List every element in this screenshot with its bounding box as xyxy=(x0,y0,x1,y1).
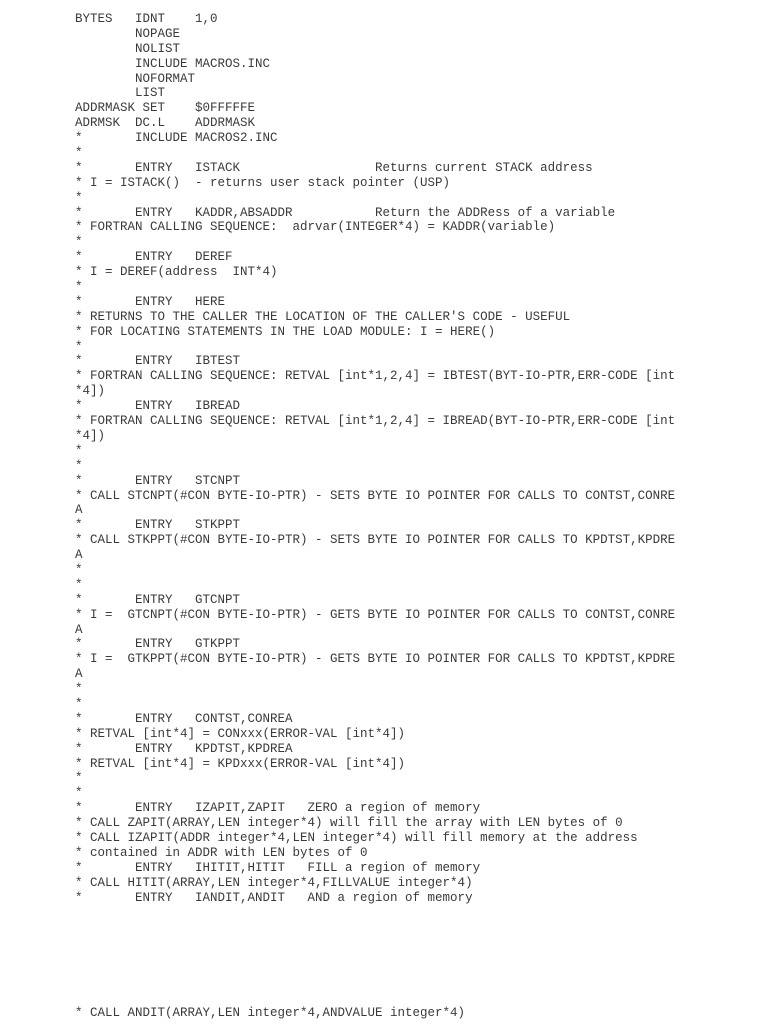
listing-line: A xyxy=(75,622,83,637)
listing-line: NOFORMAT xyxy=(75,71,196,86)
trailing-comment-line: * CALL ANDIT(ARRAY,LEN integer*4,ANDVALUE integer*4) xyxy=(75,1006,466,1020)
listing-line: * RETVAL [int*4] = KPDxxx(ERROR-VAL [int*4]) xyxy=(75,756,406,771)
listing-line: * ENTRY IBREAD xyxy=(75,399,241,414)
listing-line: *4]) xyxy=(75,384,106,399)
listing-line: * ENTRY GTCNPT xyxy=(75,592,241,607)
listing-line: * contained in ADDR with LEN bytes of 0 xyxy=(75,845,368,860)
listing-line: BYTES IDNT 1,0 xyxy=(75,12,218,26)
listing-line: * xyxy=(75,280,83,295)
listing-line: * xyxy=(75,682,83,697)
listing-line: * CALL ZAPIT(ARRAY,LEN integer*4) will fill the array with LEN bytes of 0 xyxy=(75,816,623,831)
listing-line: ADDRMASK SET $0FFFFFE xyxy=(75,101,256,116)
listing-line: * xyxy=(75,786,83,801)
listing-line: * ENTRY GTKPPT xyxy=(75,637,241,652)
listing-line: * ENTRY HERE xyxy=(75,294,226,309)
source-listing xyxy=(75,12,755,905)
listing-line: * I = GTKPPT(#CON BYTE-IO-PTR) - GETS BYTE IO POINTER FOR CALLS TO KPDTST,KPDRE xyxy=(75,652,676,667)
listing-line: * ENTRY DEREF xyxy=(75,250,233,265)
listing-line: * ENTRY KADDR,ABSADDR Return the ADDRess of a variable xyxy=(75,205,616,220)
listing-line: * I = GTCNPT(#CON BYTE-IO-PTR) - GETS BYTE IO POINTER FOR CALLS TO CONTST,CONRE xyxy=(75,607,676,622)
listing-line: LIST xyxy=(75,86,166,101)
listing-line: * xyxy=(75,458,83,473)
listing-line: * xyxy=(75,190,83,205)
listing-line: A xyxy=(75,667,83,682)
listing-line: A xyxy=(75,503,83,518)
listing-line: * CALL STKPPT(#CON BYTE-IO-PTR) - SETS BYTE IO POINTER FOR CALLS TO KPDTST,KPDRE xyxy=(75,533,676,548)
listing-line: * ENTRY STKPPT xyxy=(75,518,241,533)
listing-line: * I = ISTACK() - returns user stack pointer (USP) xyxy=(75,175,451,190)
listing-line: * FORTRAN CALLING SEQUENCE: adrvar(INTEGER*4) = KADDR(variable) xyxy=(75,220,556,235)
listing-line: * ENTRY STCNPT xyxy=(75,473,241,488)
listing-line: * ENTRY IZAPIT,ZAPIT ZERO a region of memory xyxy=(75,801,481,816)
listing-line: * xyxy=(75,771,83,786)
listing-line: * xyxy=(75,562,83,577)
listing-line: * xyxy=(75,577,83,592)
listing-line: * CALL IZAPIT(ADDR integer*4,LEN integer*4) will fill memory at the address xyxy=(75,830,638,845)
listing-line: * xyxy=(75,443,83,458)
listing-line: * ENTRY CONTST,CONREA xyxy=(75,711,293,726)
listing-line: *4]) xyxy=(75,428,106,443)
listing-line: * xyxy=(75,339,83,354)
listing-line: * ENTRY IANDIT,ANDIT AND a region of memory xyxy=(75,890,473,905)
listing-line: ADRMSK DC.L ADDRMASK xyxy=(75,116,256,131)
listing-line: NOPAGE xyxy=(75,26,181,41)
listing-line: * xyxy=(75,235,83,250)
listing-line: * ENTRY IBTEST xyxy=(75,354,241,369)
listing-line: * xyxy=(75,696,83,711)
listing-line: * I = DEREF(address INT*4) xyxy=(75,265,278,280)
listing-line: * INCLUDE MACROS2.INC xyxy=(75,131,278,146)
listing-line: * ENTRY IHITIT,HITIT FILL a region of memory xyxy=(75,860,481,875)
listing-line: NOLIST xyxy=(75,41,181,56)
listing-line: * RETVAL [int*4] = CONxxx(ERROR-VAL [int*4]) xyxy=(75,726,406,741)
listing-line: INCLUDE MACROS.INC xyxy=(75,56,271,71)
listing-line: * ENTRY ISTACK Returns current STACK address xyxy=(75,160,593,175)
listing-line: * CALL STCNPT(#CON BYTE-IO-PTR) - SETS BYTE IO POINTER FOR CALLS TO CONTST,CONRE xyxy=(75,488,676,503)
listing-line: * FORTRAN CALLING SEQUENCE: RETVAL [int*1,2,4] = IBTEST(BYT-IO-PTR,ERR-CODE [int xyxy=(75,369,676,384)
listing-line: * FORTRAN CALLING SEQUENCE: RETVAL [int*1,2,4] = IBREAD(BYT-IO-PTR,ERR-CODE [int xyxy=(75,414,676,429)
listing-line: * FOR LOCATING STATEMENTS IN THE LOAD MODULE: I = HERE() xyxy=(75,324,496,339)
listing-line: * ENTRY KPDTST,KPDREA xyxy=(75,741,293,756)
listing-line: * CALL HITIT(ARRAY,LEN integer*4,FILLVALUE integer*4) xyxy=(75,875,473,890)
listing-line: * xyxy=(75,146,83,161)
listing-line: * RETURNS TO THE CALLER THE LOCATION OF THE CALLER'S CODE - USEFUL xyxy=(75,309,571,324)
listing-line: A xyxy=(75,548,83,563)
